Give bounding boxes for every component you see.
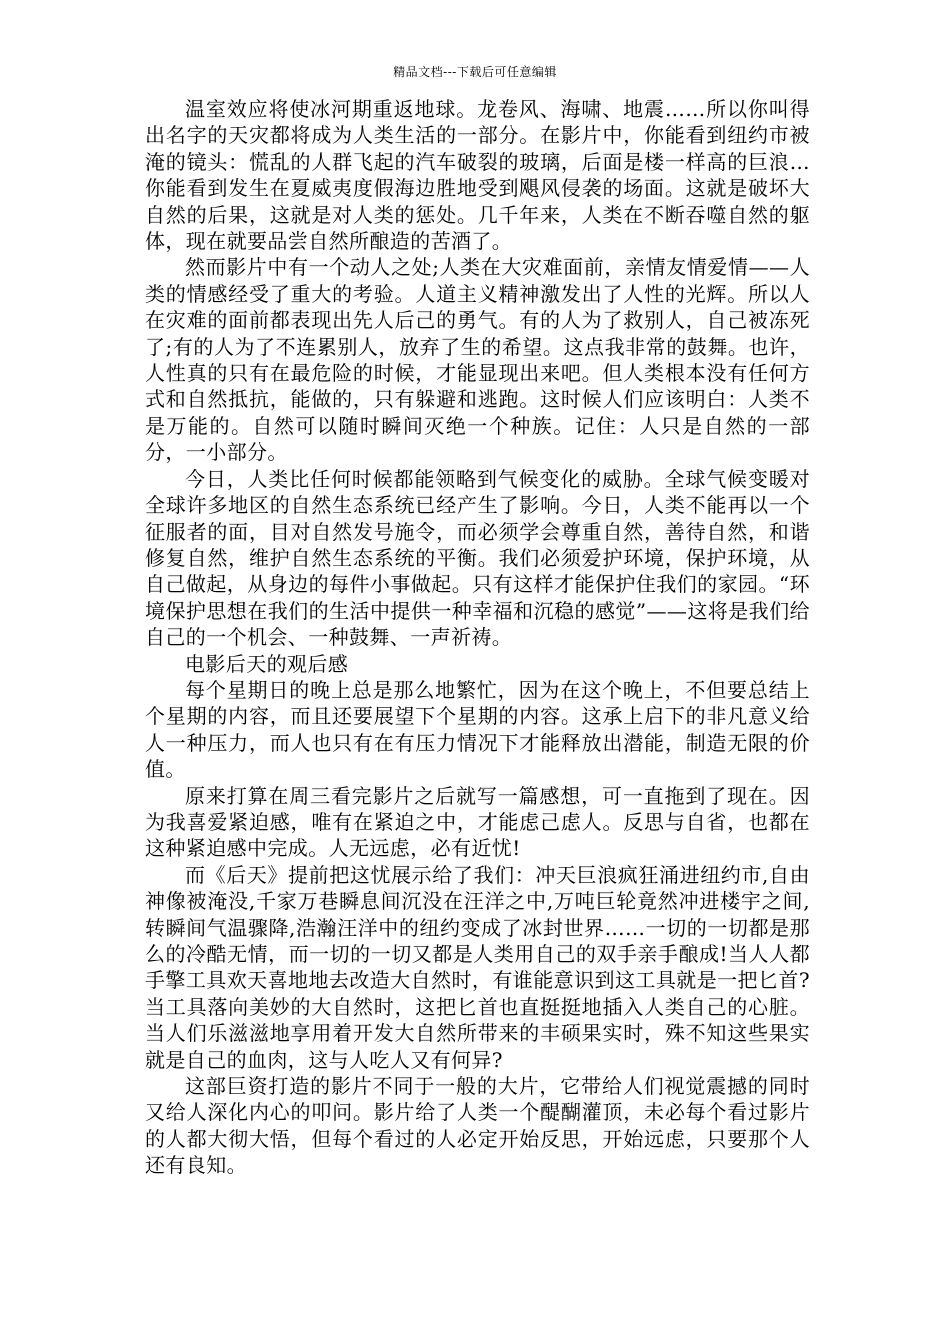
document-body [145,96,810,1179]
section-heading: 电影后天的观后感 [185,651,349,676]
paragraph-3: 今日，人类比任何时候都能领略到气候变化的威胁。全球气候变暖对全球许多地区的自然生态系统已经产生了影响。今日，人类不能再以一个征服者的面，目对自然发号施令，而必须学会尊重自然，善待自然，和谐修复自然，维护自然生态系统的平衡。我们必须爱护环境，保护环境，从自己做起，从身边的每件小事做起。只有这样才能保护住我们的家园。“环境保护思想在我们的生活中提供一种幸福和沉稳的感觉”——这将是我们给自己的一个机会、一种鼓舞、一声祈祷。 [145,466,810,650]
paragraph-4: 每个星期日的晚上总是那么地繁忙，因为在这个晚上，不但要总结上个星期的内容，而且还要展望下个星期的内容。这承上启下的非凡意义给人一种压力，而人也只有在有压力情况下才能释放出潜能，制造无限的价值。 [145,677,810,782]
paragraph-7: 这部巨资打造的影片不同于一般的大片，它带给人们视觉震撼的同时又给人深化内心的叩问。影片给了人类一个醍醐灌顶，未必每个看过影片的人都大彻大悟，但每个看过的人必定开始反思，开始远虑，只要那个人还有良知。 [145,1074,810,1178]
page-header: 精品文档---下载后可任意编辑 [393,65,557,79]
paragraph-1: 温室效应将使冰河期重返地球。龙卷风、海啸、地震……所以你叫得出名字的天灾都将成为人类生活的一部分。在影片中，你能看到纽约市被淹的镜头：慌乱的人群飞起的汽车破裂的玻璃，后面是楼一样高的巨浪…你能看到发生在夏威夷度假海边胜地受到飓风侵袭的场面。这就是破坏大自然的后果，这就是对人类的惩处。几千年来，人类在不断吞噬自然的躯体，现在就要品尝自然所酿造的苦酒了。 [145,97,810,254]
paragraph-2: 然而影片中有一个动人之处;人类在大灾难面前，亲情友情爱情——人类的情感经受了重大的考验。人道主义精神激发出了人性的光辉。所以人在灾难的面前都表现出先人后己的勇气。有的人为了救别人，自己被冻死了;有的人为了不连累别人，放弃了生的希望。这点我非常的鼓舞。也许，人性真的只有在最危险的时候，才能显现出来吧。但人类根本没有任何方式和自然抵抗，能做的，只有躲避和逃跑。这时候人们应该明白：人类不是万能的。自然可以随时瞬间灭绝一个种族。记住：人只是自然的一部分，一小部分。 [145,255,810,465]
paragraph-5: 原来打算在周三看完影片之后就写一篇感想，可一直拖到了现在。因为我喜爱紧迫感，唯有在紧迫之中，才能虑己虑人。反思与自省，也都在这种紧迫感中完成。人无远虑，必有近忧! [145,783,810,861]
paragraph-6: 而《后天》提前把这忧展示给了我们：冲天巨浪疯狂涌进纽约市,自由神像被淹没,千家万巷瞬息间沉没在汪洋之中,万吨巨轮竟然冲进楼宇之间,转瞬间气温骤降,浩瀚汪洋中的纽约变成了冰封世界……一切的一切都是那么的冷酷无情，而一切的一切又都是人类用自己的双手亲手酿成!当人人都手擎工具欢天喜地地去改造大自然时，有谁能意识到这工具就是一把匕首?当工具落向美妙的大自然时，这把匕首也直挺挺地插入人类自己的心脏。当人们乐滋滋地享用着开发大自然所带来的丰硕果实时，殊不知这些果实就是自己的血肉，这与人吃人又有何异? [145,862,810,1072]
